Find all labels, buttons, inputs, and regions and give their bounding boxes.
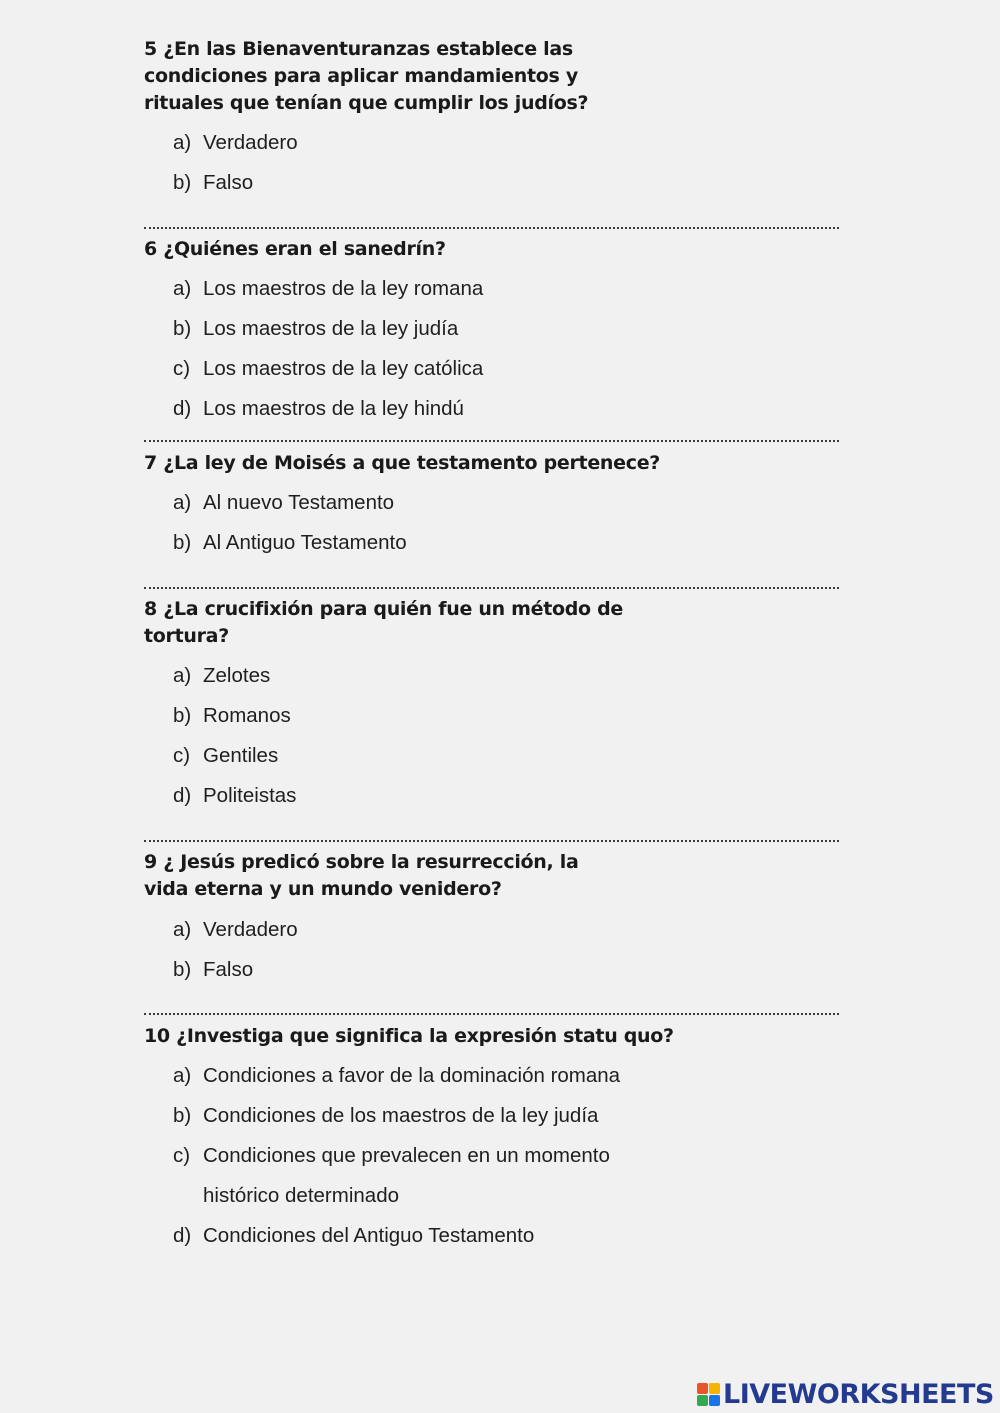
dotted-divider	[144, 587, 839, 589]
liveworksheets-logo	[697, 1378, 994, 1410]
option-text: Los maestros de la ley hindú	[203, 397, 464, 420]
option-10d[interactable]	[173, 1223, 733, 1249]
option-7b[interactable]	[173, 530, 733, 556]
option-text: Politeistas	[203, 784, 297, 807]
dotted-divider	[144, 840, 839, 842]
logo-square-icon	[697, 1383, 708, 1394]
option-text: Al nuevo Testamento	[203, 491, 395, 514]
question-5-line-3: rituales que tenían que cumplir los judíos?	[144, 92, 589, 114]
option-letter: a)	[173, 491, 192, 514]
option-10b[interactable]	[173, 1103, 733, 1129]
question-9-line-1: 9 ¿ Jesús predicó sobre la resurrección, la	[144, 851, 579, 873]
option-10c[interactable]	[173, 1143, 733, 1209]
option-text: Falso	[203, 171, 254, 194]
question-6	[144, 236, 664, 263]
option-text: Al Antiguo Testamento	[203, 531, 407, 554]
option-10a[interactable]	[173, 1063, 733, 1089]
option-text: Falso	[203, 958, 254, 981]
liveworksheets-logo-icon	[697, 1383, 720, 1406]
option-letter: a)	[173, 1064, 192, 1087]
option-6d[interactable]	[173, 396, 733, 422]
option-text-continuation: histórico determinado	[203, 1184, 399, 1207]
option-6c[interactable]	[173, 356, 733, 382]
question-9-line-2: vida eterna y un mundo venidero?	[144, 878, 502, 900]
option-letter: b)	[173, 171, 192, 194]
question-6-line-1: 6 ¿Quiénes eran el sanedrín?	[144, 238, 446, 260]
question-10	[144, 1023, 704, 1050]
option-5b[interactable]	[173, 170, 733, 196]
option-text: Los maestros de la ley romana	[203, 277, 484, 300]
logo-square-icon	[697, 1395, 708, 1406]
option-text: Condiciones que prevalecen en un momento	[203, 1144, 610, 1167]
question-8	[144, 596, 664, 650]
question-5	[144, 36, 664, 117]
option-9b[interactable]	[173, 957, 733, 983]
dotted-divider	[144, 440, 839, 442]
option-5a[interactable]	[173, 130, 733, 156]
option-letter: d)	[173, 397, 192, 420]
option-letter: b)	[173, 531, 192, 554]
question-5-line-1: 5 ¿En las Bienaventuranzas establece las	[144, 38, 573, 60]
question-10-line-1: 10 ¿Investiga que significa la expresión statu quo?	[144, 1025, 674, 1047]
option-6a[interactable]	[173, 276, 733, 302]
option-letter: b)	[173, 1104, 192, 1127]
option-letter: c)	[173, 357, 191, 380]
option-8a[interactable]	[173, 663, 733, 689]
option-text: Zelotes	[203, 664, 271, 687]
option-letter: a)	[173, 131, 192, 154]
option-letter: a)	[173, 277, 192, 300]
option-letter: b)	[173, 704, 192, 727]
option-letter: c)	[173, 1144, 191, 1167]
dotted-divider	[144, 227, 839, 229]
question-8-line-2: tortura?	[144, 625, 229, 647]
option-text: Gentiles	[203, 744, 279, 767]
question-9	[144, 849, 664, 903]
option-text: Condiciones del Antiguo Testamento	[203, 1224, 535, 1247]
question-5-line-2: condiciones para aplicar mandamientos y	[144, 65, 578, 87]
option-9a[interactable]	[173, 917, 733, 943]
logo-text: LIVEWORKSHEETS	[723, 1378, 994, 1410]
option-8c[interactable]	[173, 743, 733, 769]
option-letter: b)	[173, 958, 192, 981]
option-8d[interactable]	[173, 783, 733, 809]
option-7a[interactable]	[173, 490, 733, 516]
option-text: Condiciones a favor de la dominación romana	[203, 1064, 621, 1087]
option-text: Los maestros de la ley católica	[203, 357, 484, 380]
option-6b[interactable]	[173, 316, 733, 342]
option-text: Romanos	[203, 704, 291, 727]
dotted-divider	[144, 1013, 839, 1015]
question-7	[144, 450, 664, 477]
option-text: Condiciones de los maestros de la ley judía	[203, 1104, 599, 1127]
option-text: Verdadero	[203, 918, 298, 941]
option-letter: a)	[173, 664, 192, 687]
logo-square-icon	[709, 1395, 720, 1406]
logo-square-icon	[709, 1383, 720, 1394]
option-letter: a)	[173, 918, 192, 941]
option-8b[interactable]	[173, 703, 733, 729]
option-letter: d)	[173, 1224, 192, 1247]
question-7-line-1: 7 ¿La ley de Moisés a que testamento pertenece?	[144, 452, 661, 474]
question-8-line-1: 8 ¿La crucifixión para quién fue un método de	[144, 598, 624, 620]
option-text: Los maestros de la ley judía	[203, 317, 459, 340]
option-text: Verdadero	[203, 131, 298, 154]
option-letter: d)	[173, 784, 192, 807]
option-letter: c)	[173, 744, 191, 767]
option-letter: b)	[173, 317, 192, 340]
